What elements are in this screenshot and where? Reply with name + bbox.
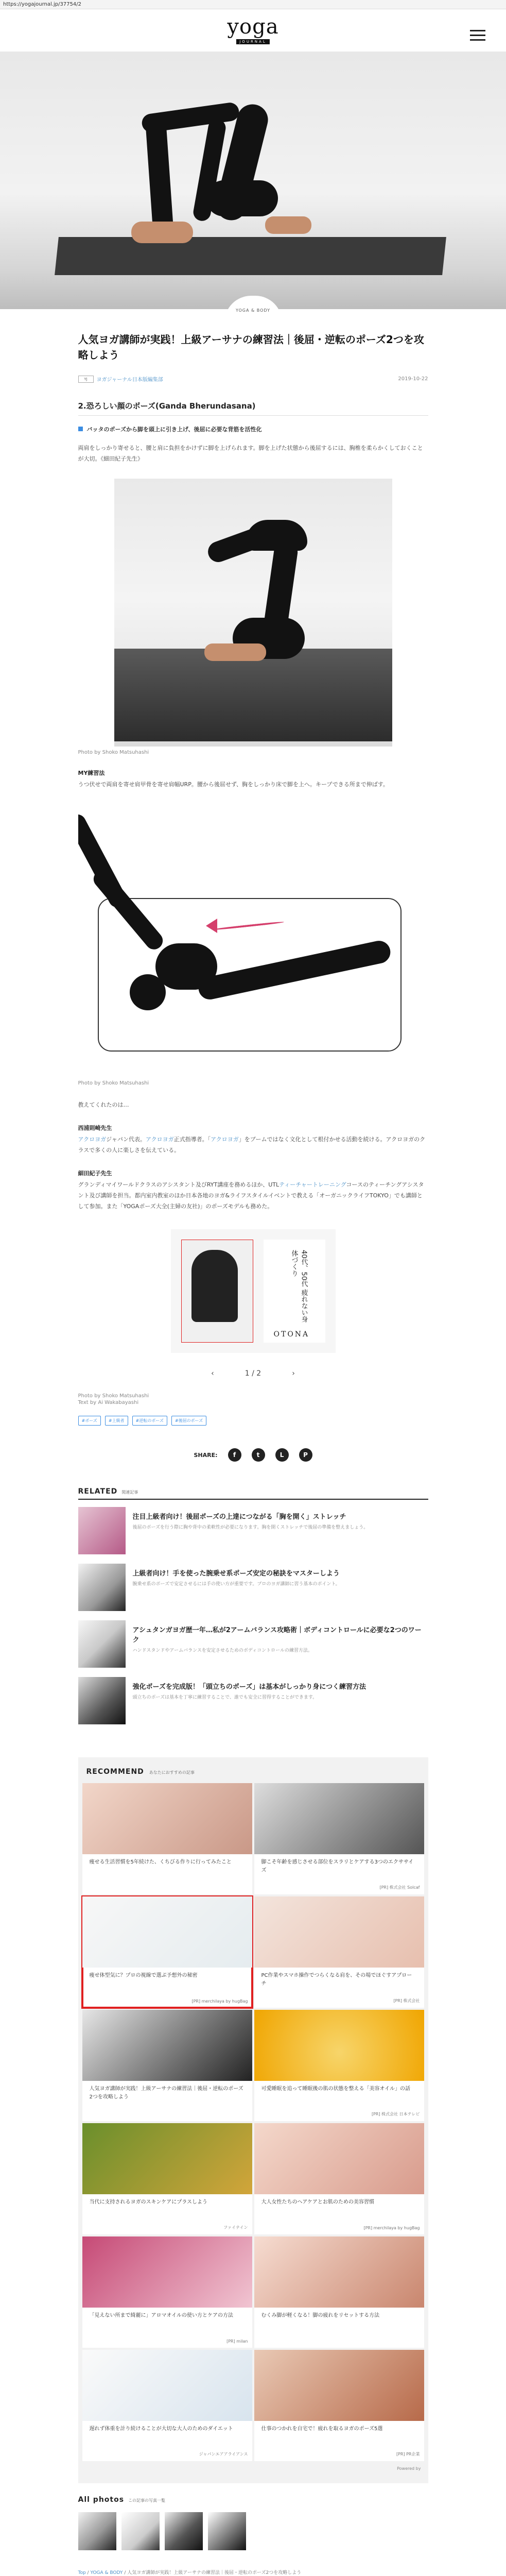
square-bullet-icon: [78, 427, 83, 431]
tag[interactable]: #ポーズ: [78, 1416, 101, 1426]
photo-thumbnails: [78, 2512, 428, 2550]
section-subhead: 2.恐ろしい顔のポーズ(Ganda Bherundasana): [78, 400, 428, 416]
pose-photo-2[interactable]: [78, 804, 428, 1077]
share-label: SHARE:: [194, 1451, 218, 1459]
tag[interactable]: #後屈のポーズ: [171, 1416, 206, 1426]
recommend-card[interactable]: 仕事のつかれを自宅で！疲れを取るヨガのポーズ5選 [PR] PR企業: [254, 2350, 424, 2461]
related-item[interactable]: アシュタンガヨガ歴一年…私が2アームバランス攻略術｜ボディコントロールに必要な2つのワーク ハンドスタンドやアームバランスを安定させるためのボディコントロールの練習方法。: [78, 1620, 428, 1670]
recommend-card[interactable]: 遅れず体重を計り続けることが大切な大人のためのダイエット ジャパンエアアライアンス: [82, 2350, 252, 2461]
tag[interactable]: #上級者: [105, 1416, 128, 1426]
my-practice-head: MY練習法: [78, 770, 105, 776]
article-date: 2019-10-22: [398, 376, 428, 382]
recommend-card[interactable]: 脚こそ年齢を感じさせる部位をスラリとケアする3つのエクササイズ [PR] 株式会社 Solcaf: [254, 1783, 424, 1894]
point-text: バッタのポーズから脚を頭上に引き上げ、後屈に必要な背筋を活性化: [86, 426, 262, 433]
my-practice-text: うつ伏せで両肩を寄せ肩甲骨を寄せ肩幅URP。腰から後屈せず、胸をしっかり床で脚を上へ。キープできる所まで伸ばす。: [78, 781, 389, 788]
related-header: [78, 1487, 428, 1500]
acroyoga-link-2[interactable]: アクロヨガ: [145, 1136, 174, 1143]
line-icon[interactable]: L: [275, 1448, 289, 1462]
breadcrumb-category[interactable]: YOGA & BODY: [90, 2570, 123, 2575]
photo-thumbnail[interactable]: [121, 2512, 160, 2550]
recommend-title: RECOMMEND: [86, 1768, 144, 1776]
pager: [78, 1369, 428, 1378]
teacher2-text: グランディマイワールドクラスのアシスタント及びRYT講座を務めるほか、UTLティーチャートレーニングコースのティーチングアシスタント及び講師を担当。都内室内教室のほか日本各地のヨガ&ライフスタイルイベントで教える「オーガニックライフTOKYO」でも講師として参加。また「YOGAポーズ大全(主婦の友社)」のポーズモデルも務めた。: [78, 1181, 424, 1210]
point-line: [78, 425, 428, 433]
teacher-training-link[interactable]: ティーチャートレーニング: [279, 1181, 346, 1188]
recommend-card[interactable]: 「見えない所まで綺麗に」アロマオイルの使い方とケアの方法 [PR] milan: [82, 2236, 252, 2348]
author-avatar: YJ: [78, 376, 94, 383]
paragraph-1: 両肩をしっかり寄せると、腰と肩に負担をかけずに脚を上げられます。脚を上げた状態から後屈するには、胸椎を柔らかくしておくことが大切。《細田紀子先生》: [78, 445, 423, 462]
menu-icon[interactable]: [470, 30, 485, 41]
recommend-card[interactable]: 可愛睡眠を追って睡眠後の肌の状態を整える「美容オイル」の話 [PR] 株式会社 日本テレビ: [254, 2010, 424, 2121]
recommend-subtitle: あなたにおすすめの記事: [149, 1770, 195, 1775]
book-text: 40代、50代 疲れない身体づくり: [290, 1250, 308, 1323]
author-name[interactable]: ヨガジャーナル日本版編集部: [96, 377, 163, 383]
all-photos-section: [78, 2496, 428, 2550]
logo-sub: JOURNAL: [236, 39, 270, 44]
recommend-card[interactable]: 当代に支持されるヨガのスキンケアにプラスしよう ファイナイン: [82, 2123, 252, 2234]
pager-label: 1 / 2: [245, 1369, 261, 1378]
twitter-icon[interactable]: t: [252, 1448, 265, 1462]
category-badge[interactable]: YOGA & BODY: [224, 296, 282, 323]
pager-next[interactable]: ›: [292, 1369, 295, 1378]
logo-main: yoga: [227, 15, 279, 39]
article-title: 人気ヨガ講師が実践！上級アーサナの練習法｜後屈・逆転のポーズ2つを攻略しよう: [78, 333, 424, 361]
photo-thumbnail[interactable]: [78, 2512, 116, 2550]
recommend-section: [78, 1757, 428, 2483]
breadcrumb-top[interactable]: Top: [78, 2570, 86, 2575]
share-bar: [78, 1448, 428, 1462]
pager-prev[interactable]: ‹: [211, 1369, 214, 1378]
author[interactable]: [78, 375, 163, 383]
teacher1-text: アクロヨガジャパン代表。アクロヨガ正式指導者。「アクロヨガ」をブームではなく文化として根付かせる活動を続ける。アクロヨガのクラスで多くの人に楽しさを伝えている。: [78, 1136, 426, 1154]
recommend-card[interactable]: むくみ脚が軽くなる！脚の疲れをリセットする方法: [254, 2236, 424, 2348]
arrow-head-icon: [206, 919, 217, 933]
tag-list: [78, 1416, 428, 1426]
tag[interactable]: #逆転のポーズ: [132, 1416, 167, 1426]
photo-credit-2: Photo by Shoko Matsuhashi: [78, 1080, 149, 1086]
hero-image: [0, 52, 506, 309]
related-subtitle: 関連記事: [121, 1490, 138, 1495]
teacher2-head: 細田紀子先生: [78, 1170, 112, 1177]
teacher-intro: 教えてくれたのは…: [78, 1101, 129, 1108]
recommend-card[interactable]: 人気ヨガ講師が実践！上級アーサナの練習法｜後屈・逆転のポーズ2つを攻略しよう: [82, 2010, 252, 2121]
related-thumb: [78, 1677, 126, 1724]
photo-credit-1: Photo by Shoko Matsuhashi: [78, 750, 149, 755]
photo-thumbnail[interactable]: [165, 2512, 203, 2550]
acroyoga-link-1[interactable]: アクロヨガ: [78, 1136, 107, 1143]
related-item[interactable]: 上級者向け！手を使った腕乗せ系ポーズ安定の秘訣をマスターしよう 腕乗せ系のポーズで安定させるには手の使い方が重要です。プロのヨガ講師に習う基本のポイント。: [78, 1564, 428, 1613]
acroyoga-link-3[interactable]: アクロヨガ: [211, 1136, 239, 1143]
recommend-grid: [78, 1783, 428, 2461]
recommend-card[interactable]: PC作業やスマホ操作でつらくなる肩を、その場でほぐすアプローチ [PR] 株式会社: [254, 1896, 424, 2008]
pinterest-icon[interactable]: P: [299, 1448, 312, 1462]
book-cover[interactable]: [171, 1229, 336, 1353]
breadcrumb: Top / YOGA & BODY / 人気ヨガ講師が実践！上級アーサナの練習法｜後屈・逆転のポーズ2つを攻略しよう: [78, 2570, 302, 2575]
related-thumb: [78, 1620, 126, 1668]
recommend-card[interactable]: 大人女性たちのヘアケアとお肌のための美容習慣 [PR] merchilaya by hugBag: [254, 2123, 424, 2234]
powered-by: Powered by: [397, 2466, 421, 2471]
pose-photo-1[interactable]: [114, 479, 392, 747]
related-thumb: [78, 1507, 126, 1554]
all-photos-title: All photos: [78, 2496, 125, 2504]
recommend-card-highlighted[interactable]: 痩せ体型気に？プロの視線で選ぶ予想外の秘密 [PR] merchilaya by hugBag: [82, 1896, 252, 2008]
related-item[interactable]: 注目上級者向け！後屈ポーズの上達につながる「胸を開く」ストレッチ 後屈のポーズを行う際に胸や背中の柔軟性が必要になります。胸を開くストレッチで後屈の準備を整えましょう。: [78, 1507, 428, 1556]
related-thumb: [78, 1564, 126, 1611]
facebook-icon[interactable]: f: [228, 1448, 241, 1462]
related-item[interactable]: 強化ポーズを完成版！「頭立ちのポーズ」は基本がしっかり身につく練習方法 頭立ちのポーズは基本を丁寧に練習することで、誰でも安全に習得することができます。: [78, 1677, 428, 1726]
recommend-card[interactable]: 痩せる生活習慣を5年続けた、くちびる作りに行ってみたこと: [82, 1783, 252, 1894]
site-header: [0, 9, 506, 52]
text-credit: Text by Ai Wakabayashi: [78, 1400, 139, 1405]
article: [78, 332, 428, 1726]
photo-thumbnail[interactable]: [208, 2512, 246, 2550]
photo-credit-3: Photo by Shoko Matsuhashi: [78, 1393, 149, 1399]
teacher1-head: 西浦則崎先生: [78, 1125, 112, 1131]
related-title: RELATED: [78, 1487, 118, 1496]
article-meta: [78, 375, 428, 383]
browser-url[interactable]: https://yogajournal.jp/37754/2: [0, 0, 506, 9]
site-logo[interactable]: [227, 16, 278, 45]
breadcrumb-current: 人気ヨガ講師が実践！上級アーサナの練習法｜後屈・逆転のポーズ2つを攻略しよう: [127, 2570, 302, 2575]
all-photos-subtitle: この記事の写真一覧: [128, 2498, 166, 2503]
book-brand: OTONA: [273, 1330, 310, 1338]
